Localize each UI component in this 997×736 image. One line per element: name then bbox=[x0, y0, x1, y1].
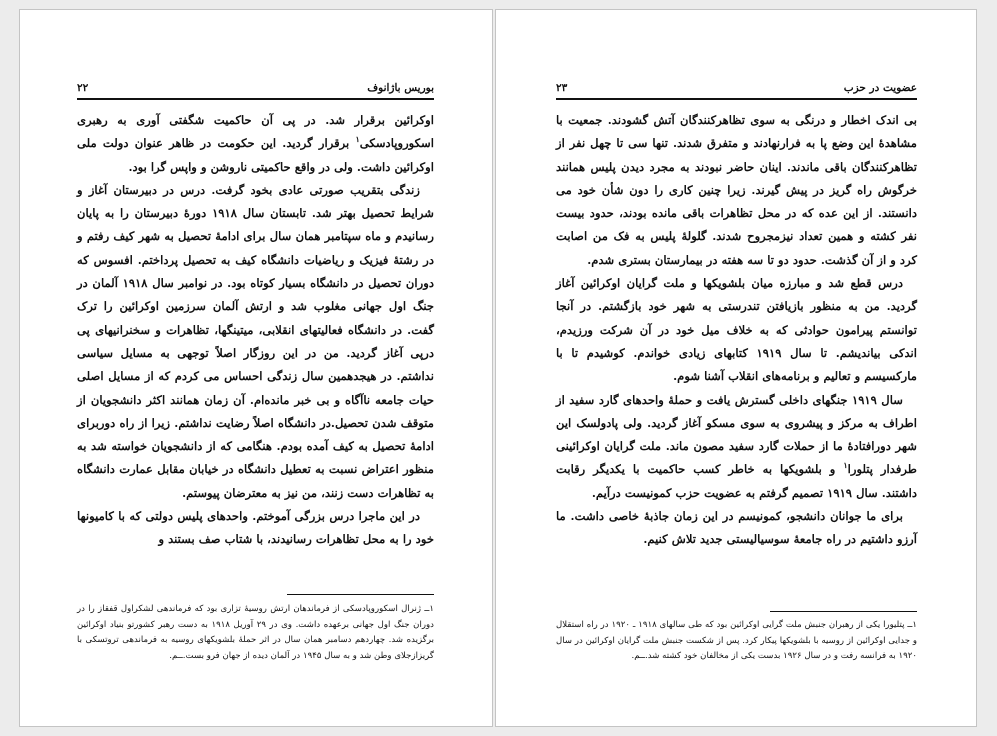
footnote bbox=[556, 618, 917, 665]
paragraph bbox=[556, 389, 917, 505]
left-page bbox=[19, 9, 493, 727]
body-text bbox=[77, 109, 434, 552]
footnote-text: ۱ــ پتلیورا یکی از رهبران جنبش ملت گرایی اوکرائین بود که طی سالهای ۱۹۱۸ ـ ۱۹۲۰ در راه استقلال و جدایی اوکرائین از روسیه با بلشویکها پیکار کرد. پس از شکست جنبش ملت گرایان اوکرائین در سال ۱۹۲۰ به فرانسه رفت و در سال ۱۹۲۶ بدست یکی از مخالفان خود کشته شد.ــم. bbox=[556, 620, 917, 662]
footnote-marker: ۱ bbox=[843, 460, 848, 471]
paragraph-text: برقرار گردید. این حکومت در ظاهر عنوان دولت ملی اوکرائین داشت. ولی در واقع حاکمیتی ناروشن و واپس گرا بود. bbox=[77, 136, 434, 174]
running-head bbox=[556, 76, 917, 94]
paragraph: درس قطع شد و مبارزه میان بلشویکها و ملت گرایان اوکرائین آغاز گردید. من به منظور بازیافتن تندرستی به شهر خود بازگشتم. در آنجا توانستم پیرامون حوادثی که به خلاف میل خود در آن شرکت ورزیدم، اندکی بیاندیشم. تا سال ۱۹۱۹ کتابهای زیادی خواندم. کوشیدم تا با مارکسیسم و تعالیم و برنامه‌های انقلاب آشنا شوم. bbox=[556, 276, 917, 384]
chapter-title: عضویت در حزب bbox=[843, 82, 917, 94]
page-number: ۲۲ bbox=[77, 82, 89, 94]
running-head-author: بوریس باژانوف bbox=[367, 82, 434, 94]
paragraph-text: و بلشویکها به خاطر کسب حاکمیت با یکدیگر رقابت داشتند. سال ۱۹۱۹ تصمیم گرفتم به عضویت حزب کمونیست درآیم. bbox=[556, 462, 917, 500]
header-rule bbox=[556, 98, 917, 100]
footnote-text: ۱ــ ژنرال اسکوروپادسکی از فرماندهان ارتش روسیهٔ تزاری بود که فرماندهی لشکراول قفقاز را در دوران جنگ اول جهانی برعهده داشت. وی در ۲۹ آوریل ۱۹۱۸ به دست رهبر کشورتو بنیاد اوکرائین برگزیده شد. چهاردهم دسامبر همان سال در اثر حملهٔ بلشویکهای روسیه به فرماندهی تروتسکی با گریزازجلای وطن شد و به سال ۱۹۴۵ در آلمان دیده از جهان فرو بست.ــم. bbox=[77, 604, 434, 661]
paragraph: بی اندک اخطار و درنگی به سوی تظاهرکنندگان آتش گشودند. جمعیت با مشاهدهٔ این وضع پا به فرارنهادند و متفرق شدند. تنها سی تا چهل نفر از تظاهرکنندگان باقی ماندند. اینان حاضر نبودند به مجرد دیدن پلیس همانند خرگوش راه گریز در پیش گیرند. زیرا چنین کاری را دون شأن خود می دانستند. از این عده که در محل تظاهرات باقی مانده بودند، حدود بیست نفر کشته و همین تعداد نیزمجروح شدند. گلولهٔ پلیس به فک من اصابت کرد و از آن گذشت. حدود دو تا سه هفته در بیمارستان بستری شدم. bbox=[556, 113, 917, 267]
footnote-marker: ۱ bbox=[355, 134, 360, 145]
right-page bbox=[495, 9, 977, 727]
footnote bbox=[77, 602, 434, 664]
running-head bbox=[77, 76, 434, 94]
paragraph bbox=[77, 109, 434, 179]
page-number: ۲۳ bbox=[556, 82, 568, 94]
footnote-rule bbox=[770, 611, 917, 612]
paragraph-text: اوکرائین برقرار شد. در پی آن حاکمیت شگفتی آوری به رهبری اسکوروپادسکی bbox=[77, 113, 434, 151]
paragraph: زندگی بتقریب صورتی عادی بخود گرفت. درس در دبیرستان آغاز و شرایط تحصیل بهتر شد. تابستان سال ۱۹۱۸ دورهٔ دبیرستان را به پایان رسانیدم و ماه سپتامبر همان سال برای ادامهٔ تحصیل به شهر کیف رفتم و در رشتهٔ فیزیک و ریاضیات دانشگاه کیف به تحصیل پرداختم. افسوس که دوران تحصیل در دانشگاه بسیار کوتاه بود. در نوامبر سال ۱۹۱۸ آلمان در جنگ اول جهانی مغلوب شد و ارتش آلمان سرزمین اوکرائین را ترک گفت. در دانشگاه فعالیتهای انقلابی، میتینگها، تظاهرات و سخنرانیهای پی درپی آغاز گردید. من در این روزگار اصلاً توجهی به مسایل سیاسی نداشتم. در هیجدهمین سال زندگی احساس می کردم که از مسایل اصلی حیات جامعه ناآگاه و بی خبر مانده‌ام. آن زمان همانند اکثر دانشجویان از متوقف شدن تحصیل.در دانشگاه اصلاً رضایت نداشتم. زیرا از راه دوربرای ادامهٔ تحصیل به کیف آمده بودم. هنگامی که از دانشجویان خواسته شد به منظور اعتراض نسبت به تعطیل دانشگاه در خیابان مقابل عمارت دانشگاه به تظاهرات دست زنند، من نیز به معترضان پیوستم. bbox=[77, 182, 435, 500]
header-rule bbox=[77, 98, 434, 100]
paragraph: در این ماجرا درس بزرگی آموختم. واحدهای پلیس دولتی که با کامیونها خود را به محل تظاهرات رسانیدند، با شتاب صف بستند و bbox=[77, 509, 434, 547]
paragraph-text: سال ۱۹۱۹ جنگهای داخلی گسترش یافت و حملهٔ واحدهای گارد سفید از اطراف به مرکز و پیشروی به سوی مسکو آغاز گردید. ولی پادولسک این شهر دورافتادهٔ ما از حملات گارد سفید مصون ماند. ملت گرایان اوکرائینی طرفدار پتلورا bbox=[556, 392, 917, 477]
paragraph: برای ما جوانان دانشجو، کمونیسم در این زمان جاذبهٔ خاصی داشت. ما آرزو داشتیم در راه جامعهٔ سوسیالیستی جدید تلاش کنیم. bbox=[556, 509, 917, 547]
body-text bbox=[556, 109, 917, 552]
footnote-rule bbox=[287, 594, 434, 595]
